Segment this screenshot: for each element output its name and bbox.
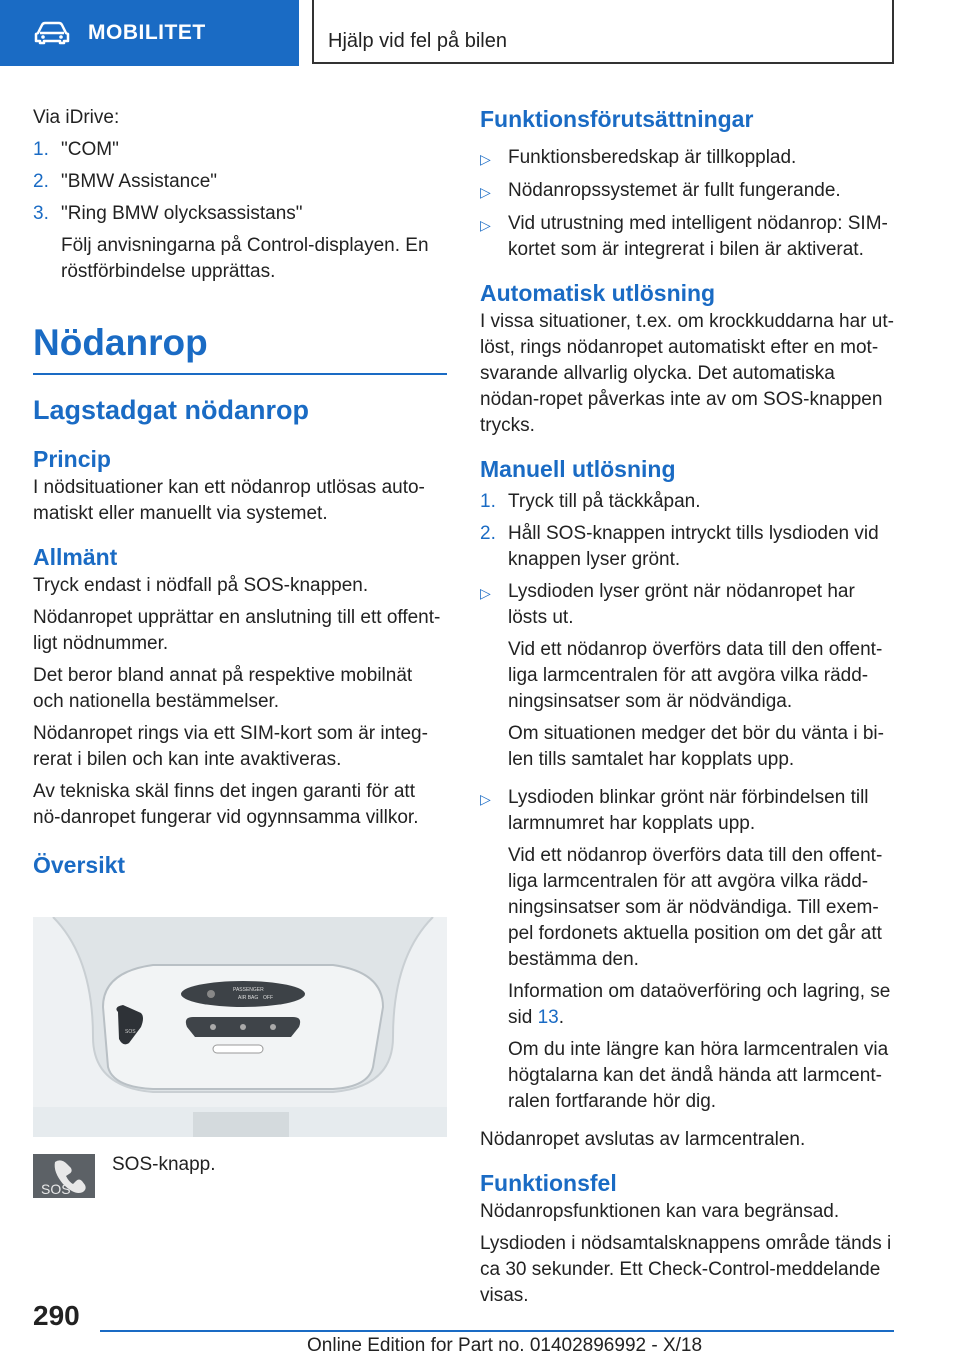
step-number: 1. (480, 491, 496, 512)
list-item (480, 178, 898, 205)
step-number: 2. (33, 171, 49, 192)
list-subpara: Vid ett nödanrop överförs data till den offent-liga larmcentralen för att avgöra vilka rädd-ningsinsatser som är nödvändiga. Till exem-pel fordonets aktuella position om det går att bestämma den. (508, 845, 883, 970)
fel-para: Nödanropsfunktionen kan vara begränsad. (480, 1201, 840, 1222)
section-tab (0, 0, 299, 66)
left-column (33, 105, 447, 881)
edition-text: Online Edition for Part no. 01402896992 - X/18 (307, 1335, 703, 1356)
right-column (480, 105, 898, 1315)
sos-icon-text: SOS (41, 1181, 71, 1197)
overhead-console-illustration (33, 917, 447, 1137)
triangle-bullet-icon: ▷ (480, 585, 491, 601)
ref-text-end: . (558, 1007, 564, 1028)
sos-caption-row (33, 1154, 447, 1200)
car-icon (34, 21, 70, 45)
heading-princip: Princip (33, 446, 111, 472)
triangle-bullet-icon: ▷ (480, 184, 491, 200)
page-ref-link[interactable]: 13 (537, 1007, 559, 1028)
step-text: "COM" (61, 139, 119, 160)
step-text: Håll SOS-knappen intryckt tills lysdioden vid knappen lyser grönt. (508, 523, 879, 570)
allmant-para: Nödanropet rings via ett SIM-kort som är integ-rerat i bilen och kan inte avaktiveras. (33, 723, 428, 770)
step-number: 2. (480, 523, 496, 544)
heading-rule (33, 373, 447, 375)
allmant-para: Av tekniska skäl finns det ingen garanti för att nö-danropet fungerar vid ogynnsamma villkor. (33, 781, 419, 828)
list-text: Funktionsberedskap är tillkopplad. (508, 147, 797, 168)
sos-caption: SOS-knapp. (112, 1154, 216, 1175)
allmant-para: Tryck endast i nödfall på SOS-knappen. (33, 575, 369, 596)
airbag-label: AIR BAG (238, 995, 259, 1001)
triangle-bullet-icon: ▷ (480, 791, 491, 807)
list-item (480, 785, 898, 1121)
fel-para: Lysdioden i nödsamtalsknappens område tänds i ca 30 sekunder. Ett Check-Control-meddelande visas. (480, 1233, 892, 1306)
heading-oversikt: Översikt (33, 852, 126, 878)
heading-funktionsfel: Funktionsfel (480, 1170, 617, 1196)
list-subpara: Om du inte längre kan höra larmcentralen via högtalarna kan det ändå hända att larmcent-ralen fortfarande hör dig. (508, 1039, 889, 1112)
list-item (480, 579, 898, 779)
list-item (480, 489, 898, 515)
princip-text: I nödsituationer kan ett nödanrop utlösas auto-matiskt eller manuellt via systemet. (33, 477, 425, 524)
passenger-label: PASSENGER (233, 987, 264, 993)
section-title: MOBILITET (88, 21, 206, 44)
list-item (480, 521, 898, 573)
chapter-box (312, 0, 894, 64)
off-label: OFF (263, 995, 273, 1001)
step-note: Följ anvisningarna på Control-displayen. En röstförbindelse upprättas. (61, 235, 429, 282)
list-text: Lysdioden blinkar grönt när förbindelsen till larmnumret har kopplats upp. (508, 787, 869, 834)
ref-text: Information om dataöverföring och lagring, se sid (508, 981, 891, 1028)
list-item (480, 211, 898, 263)
heading-funktionsforutsattningar: Funktionsförutsättningar (480, 106, 754, 132)
step-number: 1. (33, 139, 49, 160)
heading-lagstadgat: Lagstadgat nödanrop (33, 395, 309, 425)
list-item (33, 169, 447, 195)
avslut-text: Nödanropet avslutas av larmcentralen. (480, 1129, 806, 1150)
list-item (33, 137, 447, 163)
step-text: "BMW Assistance" (61, 171, 218, 192)
console-image (33, 917, 447, 1137)
sos-button-icon (33, 1154, 95, 1198)
step-text: "Ring BMW olycksassistans" (61, 203, 303, 224)
list-item (33, 201, 447, 291)
allmant-para: Det beror bland annat på respektive mobilnät och nationella bestämmelser. (33, 665, 413, 712)
list-text: Nödanropssystemet är fullt fungerande. (508, 180, 841, 201)
allmant-para: Nödanropet upprättar en anslutning till ett offent-ligt nödnummer. (33, 607, 441, 654)
triangle-bullet-icon: ▷ (480, 217, 491, 233)
list-subpara (508, 979, 898, 1031)
footer-rule (100, 1330, 894, 1332)
page-header (0, 0, 960, 66)
step-number: 3. (33, 203, 49, 224)
list-subpara: Om situationen medger det bör du vänta i bi-len tills samtalet har kopplats upp. (508, 723, 884, 770)
step-text: Tryck till på täckkåpan. (508, 491, 701, 512)
chapter-title: Hjälp vid fel på bilen (328, 30, 507, 52)
heading-allmant: Allmänt (33, 544, 118, 570)
page-number: 290 (33, 1300, 80, 1331)
list-item (480, 145, 898, 172)
triangle-bullet-icon: ▷ (480, 151, 491, 167)
sos-label: SOS (125, 1029, 136, 1035)
heading-manuell: Manuell utlösning (480, 456, 676, 482)
list-subpara: Vid ett nödanrop överförs data till den offent-liga larmcentralen för att avgöra vilka rädd-ningsinsatser som är nödvändiga. (508, 639, 883, 712)
intro-text: Via iDrive: (33, 107, 120, 128)
heading-automatisk: Automatisk utlösning (480, 280, 716, 306)
heading-nodanrop: Nödanrop (33, 322, 208, 363)
list-text: Lysdioden lyser grönt när nödanropet har lösts ut. (508, 581, 855, 628)
list-text: Vid utrustning med intelligent nödanrop: SIM-kortet som är integrerat i bilen är aktiverat. (508, 213, 888, 260)
auto-text: I vissa situationer, t.ex. om krockkuddarna har ut-löst, rings nödanropet automatiskt efter en mot-svarande allvarlig olycka. Det automatiska nödan-ropet påverkas inte av om SOS-knappen trycks. (480, 311, 894, 436)
